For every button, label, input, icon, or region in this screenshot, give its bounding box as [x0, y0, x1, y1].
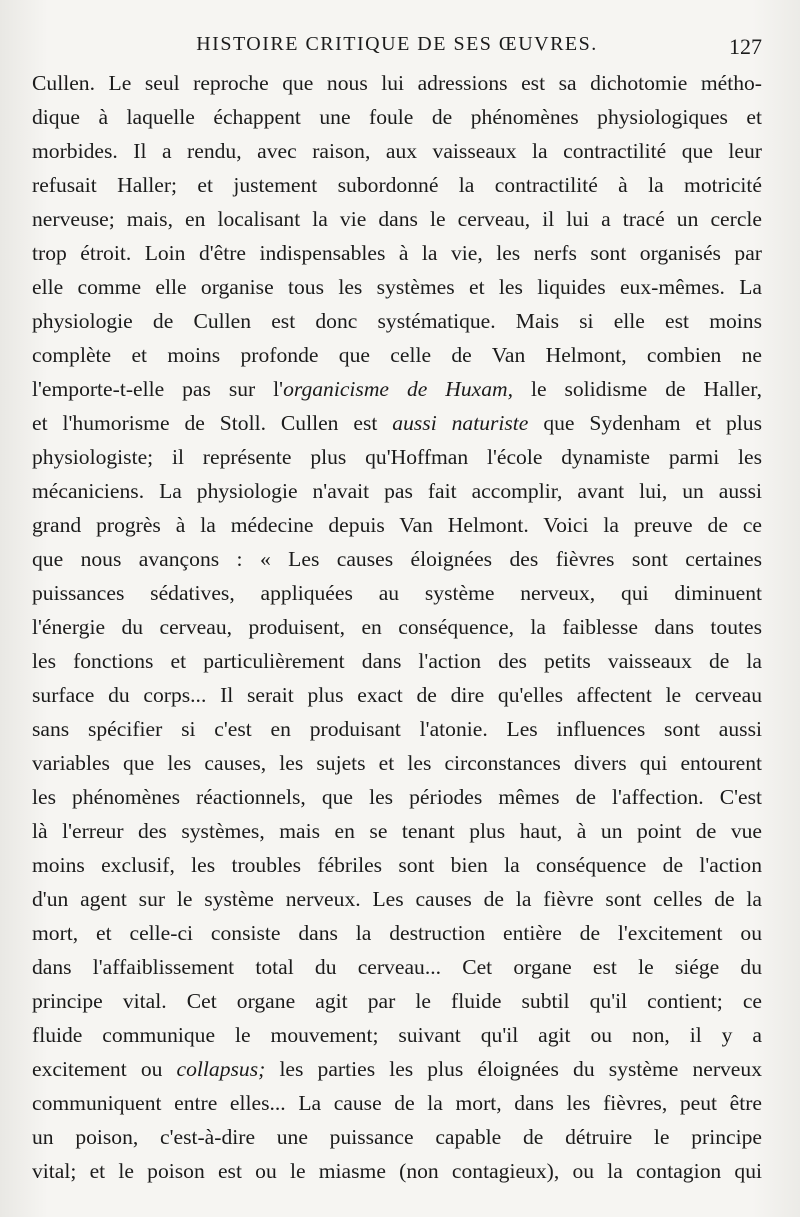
- text-run: mort, et celle-ci consiste dans la destruction entière de l'excitement ou: [32, 921, 762, 945]
- italic-text-run: organicisme de Huxam,: [283, 377, 514, 401]
- text-run: l'énergie du cerveau, produisent, en conséquence, la faiblesse dans toutes: [32, 615, 762, 639]
- body-text: [32, 66, 762, 1188]
- text-run: un poison, c'est-à-dire une puissance capable de détruire le principe: [32, 1125, 762, 1149]
- text-line: [32, 66, 762, 100]
- text-line: [32, 474, 762, 508]
- text-run: grand progrès à la médecine depuis Van Helmont. Voici la preuve de ce: [32, 513, 762, 537]
- text-run: que Sydenham et plus: [528, 411, 762, 435]
- text-run: morbides. Il a rendu, avec raison, aux vaisseaux la contractilité que leur: [32, 139, 762, 163]
- text-line: [32, 1120, 762, 1154]
- text-line: [32, 848, 762, 882]
- text-line: [32, 1052, 762, 1086]
- text-line: [32, 712, 762, 746]
- text-run: variables que les causes, les sujets et les circonstances divers qui entourent: [32, 751, 762, 775]
- text-run: refusait Haller; et justement subordonné la contractilité à la motricité: [32, 173, 762, 197]
- text-run: principe vital. Cet organe agit par le fluide subtil qu'il contient; ce: [32, 989, 762, 1013]
- text-run: dans l'affaiblissement total du cerveau... Cet organe est le siége du: [32, 955, 762, 979]
- italic-text-run: collapsus;: [176, 1057, 266, 1081]
- text-line: [32, 780, 762, 814]
- text-run: physiologiste; il représente plus qu'Hoffman l'école dynamiste parmi les: [32, 445, 762, 469]
- text-line: [32, 100, 762, 134]
- running-header: [32, 30, 762, 66]
- text-line: [32, 916, 762, 950]
- text-line: [32, 542, 762, 576]
- text-line: [32, 168, 762, 202]
- text-line: [32, 576, 762, 610]
- text-run: les fonctions et particulièrement dans l'action des petits vaisseaux de la: [32, 649, 762, 673]
- text-run: complète et moins profonde que celle de Van Helmont, combien ne: [32, 343, 762, 367]
- text-line: [32, 610, 762, 644]
- text-line: [32, 236, 762, 270]
- page-number: 127: [729, 34, 762, 59]
- text-line: [32, 984, 762, 1018]
- text-line: [32, 950, 762, 984]
- text-run: les phénomènes réactionnels, que les périodes mêmes de l'affection. C'est: [32, 785, 762, 809]
- text-run: fluide communique le mouvement; suivant qu'il agit ou non, il y a: [32, 1023, 762, 1047]
- text-run: communiquent entre elles... La cause de la mort, dans les fièvres, peut être: [32, 1091, 762, 1115]
- text-line: [32, 644, 762, 678]
- text-line: [32, 372, 762, 406]
- text-line: [32, 814, 762, 848]
- text-run: d'un agent sur le système nerveux. Les causes de la fièvre sont celles de la: [32, 887, 762, 911]
- text-run: et l'humorisme de Stoll. Cullen est: [32, 411, 393, 435]
- text-run: moins exclusif, les troubles fébriles sont bien la conséquence de l'action: [32, 853, 762, 877]
- text-line: [32, 508, 762, 542]
- text-run: dique à laquelle échappent une foule de phénomènes physiologiques et: [32, 105, 762, 129]
- running-title: HISTOIRE CRITIQUE DE SES ŒUVRES.: [196, 33, 598, 55]
- text-run: vital; et le poison est ou le miasme (non contagieux), ou la contagion qui: [32, 1159, 762, 1183]
- text-run: sans spécifier si c'est en produisant l'atonie. Les influences sont aussi: [32, 717, 762, 741]
- text-line: [32, 1154, 762, 1188]
- text-line: [32, 746, 762, 780]
- text-run: Cullen. Le seul reproche que nous lui adressions est sa dichotomie métho-: [32, 71, 762, 95]
- text-run: là l'erreur des systèmes, mais en se tenant plus haut, à un point de vue: [32, 819, 762, 843]
- text-run: excitement ou: [32, 1057, 177, 1081]
- text-run: surface du corps... Il serait plus exact de dire qu'elles affectent le cerveau: [32, 683, 762, 707]
- italic-text-run: aussi naturiste: [392, 411, 529, 435]
- text-line: [32, 1086, 762, 1120]
- text-line: [32, 202, 762, 236]
- text-line: [32, 882, 762, 916]
- text-run: physiologie de Cullen est donc systématique. Mais si elle est moins: [32, 309, 762, 333]
- text-run: trop étroit. Loin d'être indispensables à la vie, les nerfs sont organisés par: [32, 241, 762, 265]
- text-line: [32, 1018, 762, 1052]
- text-line: [32, 440, 762, 474]
- text-run: elle comme elle organise tous les systèmes et les liquides eux-mêmes. La: [32, 275, 762, 299]
- text-run: puissances sédatives, appliquées au système nerveux, qui diminuent: [32, 581, 762, 605]
- text-line: [32, 678, 762, 712]
- text-line: [32, 270, 762, 304]
- text-run: le solidisme de Haller,: [513, 377, 762, 401]
- text-line: [32, 134, 762, 168]
- text-line: [32, 304, 762, 338]
- text-run: les parties les plus éloignées du système nerveux: [265, 1057, 762, 1081]
- text-run: mécaniciens. La physiologie n'avait pas fait accomplir, avant lui, un aussi: [32, 479, 762, 503]
- text-run: que nous avançons : « Les causes éloignées des fièvres sont certaines: [32, 547, 762, 571]
- text-line: [32, 338, 762, 372]
- text-run: nerveuse; mais, en localisant la vie dans le cerveau, il lui a tracé un cercle: [32, 207, 762, 231]
- text-line: [32, 406, 762, 440]
- text-run: l'emporte-t-elle pas sur l': [32, 377, 284, 401]
